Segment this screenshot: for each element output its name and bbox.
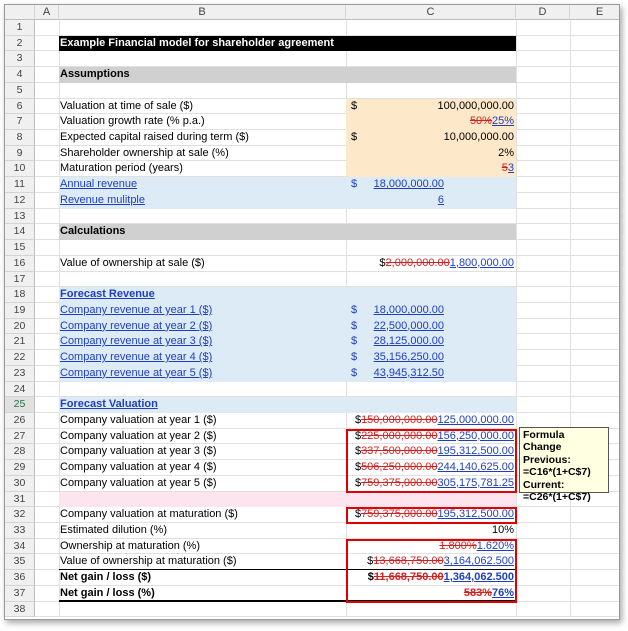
ownership-sale-label[interactable]: Value of ownership at sale ($) (60, 256, 205, 269)
column-header-b[interactable]: B (59, 5, 346, 20)
currency-symbol: $ (351, 99, 358, 112)
formula-change-note (519, 427, 609, 504)
revenue-year-label[interactable]: Company revenue at year 1 ($) (60, 303, 213, 316)
row-header-11[interactable]: 11 (5, 177, 35, 193)
revenue-multiple-label[interactable]: Revenue mulitple (60, 193, 145, 206)
gridline-vertical (570, 20, 571, 617)
currency-symbol: $ (351, 131, 358, 144)
currency-symbol: $ (351, 319, 358, 332)
row-header-21[interactable]: 21 (5, 334, 35, 350)
section-forecast-valuation[interactable]: Forecast Valuation (60, 398, 158, 411)
valuation-year-label[interactable]: Company valuation at year 1 ($) (60, 414, 217, 426)
changed-maturation-highlight (346, 507, 517, 524)
valuation-year-cell[interactable] (346, 413, 516, 429)
valuation-maturation-label[interactable]: Company valuation at maturation ($) (60, 508, 238, 521)
revenue-year-label[interactable]: Company revenue at year 4 ($) (60, 351, 213, 364)
valuation-year-old: 759,375,000.00 (361, 476, 438, 489)
row-header-6[interactable]: 6 (5, 99, 35, 115)
row-header-36[interactable]: 36 (5, 570, 35, 586)
valuation-year-old: 337,500,000.00 (361, 445, 438, 458)
currency-symbol: $ (351, 351, 358, 364)
ownership-sale-new: 1,800,000.00 (449, 256, 514, 269)
net-gain-pct-new: 76% (491, 586, 514, 599)
revenue-year-cell[interactable] (346, 334, 516, 350)
maturation-new: 3 (507, 162, 514, 175)
valuation-year-old: 150,000,000.00 (361, 414, 438, 426)
row-header-7[interactable]: 7 (5, 114, 35, 130)
valuation-year-label[interactable]: Company valuation at year 5 ($) (60, 476, 217, 489)
row-header-37[interactable]: 37 (5, 586, 35, 602)
revenue-year-value: 22,500,000.00 (373, 319, 444, 332)
valuation-year-new: 244,140,625.00 (437, 461, 514, 474)
gridline-horizontal (35, 616, 620, 617)
column-header-c[interactable]: C (346, 5, 516, 20)
dilution-cell[interactable] (346, 523, 516, 539)
revenue-year-value: 28,125,000.00 (373, 335, 444, 348)
row-header-20[interactable]: 20 (5, 319, 35, 335)
row-header-1[interactable]: 1 (5, 20, 35, 36)
section-calculations[interactable]: Calculations (60, 225, 126, 238)
row-header-24[interactable]: 24 (5, 382, 35, 398)
note-line5: =C26*(1+C$7) (523, 491, 591, 504)
note-line4: Current: (523, 478, 565, 491)
maturation-label[interactable]: Maturation period (years) (60, 162, 183, 175)
valuation-year-label[interactable]: Company valuation at year 2 ($) (60, 429, 217, 442)
capital-value-cell[interactable] (346, 130, 516, 146)
dilution-label[interactable]: Estimated dilution (%) (60, 524, 167, 537)
ownership-value-cell[interactable] (346, 146, 516, 162)
revenue-year-value: 35,156,250.00 (373, 351, 444, 364)
revenue-multiple-cell[interactable] (346, 193, 516, 209)
section-assumptions[interactable]: Assumptions (60, 68, 130, 81)
row-header-2[interactable]: 2 (5, 36, 35, 52)
revenue-multiple-value: 6 (437, 193, 444, 206)
gridline-vertical (516, 20, 517, 617)
ownership-sale-old: 2,000,000.00 (385, 256, 450, 269)
row-header-8[interactable]: 8 (5, 130, 35, 146)
ownership-maturation-label[interactable]: Ownership at maturation (%) (60, 539, 200, 552)
valuation-value: 100,000,000.00 (437, 99, 514, 112)
valuation-value-cell[interactable] (346, 99, 516, 115)
net-gain-label[interactable]: Net gain / loss ($) (60, 571, 152, 584)
section-forecast-revenue[interactable]: Forecast Revenue (60, 288, 155, 301)
currency-symbol: $ (354, 414, 362, 426)
valuation-maturation-old: 759,375,000.00 (361, 508, 438, 521)
select-all-corner[interactable] (5, 5, 35, 20)
row-header-38[interactable]: 38 (5, 602, 35, 618)
currency-symbol: $ (379, 256, 386, 269)
currency-symbol: $ (367, 555, 374, 568)
valuation-label[interactable]: Valuation at time of sale ($) (60, 99, 194, 112)
valuation-year-old: 225,000,000.00 (361, 429, 438, 442)
ownership-maturation-old: 1.800% (439, 539, 477, 552)
row-header-34[interactable]: 34 (5, 539, 35, 555)
changed-results-highlight (346, 539, 517, 603)
valuation-year-new: 156,250,000.00 (437, 429, 514, 442)
revenue-year-cell[interactable] (346, 319, 516, 335)
valuation-year-label[interactable]: Company valuation at year 3 ($) (60, 445, 217, 458)
revenue-year-label[interactable]: Company revenue at year 3 ($) (60, 335, 213, 348)
row-header-35[interactable]: 35 (5, 554, 35, 570)
capital-value: 10,000,000.00 (443, 131, 514, 144)
currency-symbol: $ (351, 335, 358, 348)
currency-symbol: $ (351, 178, 358, 191)
row-header-27[interactable]: 27 (5, 429, 35, 445)
growth-rate-new: 25% (491, 115, 514, 128)
revenue-year-cell[interactable] (346, 350, 516, 366)
net-gain-new: 1,364,062.500 (443, 571, 514, 584)
row-header-5[interactable]: 5 (5, 83, 35, 99)
row-header-29[interactable]: 29 (5, 460, 35, 476)
net-gain-old: 11,668,750.00 (373, 571, 444, 584)
note-line3: =C16*(1+C$7) (523, 466, 591, 479)
row-header-3[interactable]: 3 (5, 51, 35, 67)
annual-revenue-label[interactable]: Annual revenue (60, 178, 138, 191)
currency-symbol: $ (351, 303, 358, 316)
column-header-e[interactable]: E (570, 5, 620, 20)
currency-symbol: $ (354, 429, 362, 442)
row-header-17[interactable]: 17 (5, 272, 35, 288)
row-header-22[interactable]: 22 (5, 350, 35, 366)
row-header-13[interactable]: 13 (5, 209, 35, 225)
growth-rate-label[interactable]: Valuation growth rate (% p.a.) (60, 115, 205, 128)
row-header-25[interactable]: 25 (5, 397, 35, 413)
dilution-value: 10% (491, 524, 514, 537)
row-header-18[interactable]: 18 (5, 287, 35, 303)
valuation-year-label[interactable]: Company valuation at year 4 ($) (60, 461, 217, 474)
currency-symbol: $ (351, 366, 358, 379)
model-title[interactable]: Example Financial model for shareholder agreement (60, 36, 334, 49)
row-header-12[interactable]: 12 (5, 193, 35, 209)
valuation-year-new: 125,000,000.00 (437, 414, 514, 426)
changed-valuation-highlight (346, 429, 517, 493)
currency-symbol: $ (367, 571, 374, 584)
row-header-9[interactable]: 9 (5, 146, 35, 162)
net-gain-pct-label[interactable]: Net gain / loss (%) (60, 586, 155, 599)
row-header-15[interactable]: 15 (5, 240, 35, 256)
revenue-year-cell[interactable] (346, 303, 516, 319)
column-header-d[interactable]: D (516, 5, 570, 20)
row-header-16[interactable]: 16 (5, 256, 35, 272)
currency-symbol: $ (354, 508, 362, 521)
revenue-year-label[interactable]: Company revenue at year 2 ($) (60, 319, 213, 332)
currency-symbol: $ (354, 476, 362, 489)
spreadsheet-window (4, 4, 620, 620)
row-header-14[interactable]: 14 (5, 224, 35, 240)
row-header-28[interactable]: 28 (5, 444, 35, 460)
growth-rate-cell[interactable] (346, 114, 516, 130)
ownership-maturation-new: 1.620% (476, 539, 514, 552)
note-line2: Previous: (523, 453, 571, 466)
revenue-year-cell[interactable] (346, 366, 516, 382)
valuation-year-new: 195,312,500.00 (437, 445, 514, 458)
row-header-4[interactable]: 4 (5, 67, 35, 83)
valuation-maturation-new: 195,312,500.00 (437, 508, 514, 521)
revenue-year-value: 18,000,000.00 (373, 303, 444, 316)
row-header-31[interactable]: 31 (5, 492, 35, 508)
revenue-year-value: 43,945,312.50 (373, 366, 444, 379)
capital-label[interactable]: Expected capital raised during term ($) (60, 131, 249, 144)
value-ownership-label[interactable]: Value of ownership at maturation ($) (60, 555, 237, 568)
value-ownership-new: 3,164,062.500 (443, 555, 514, 568)
net-gain-pct-old: 583% (463, 586, 492, 599)
revenue-year-label[interactable]: Company revenue at year 5 ($) (60, 366, 213, 379)
maturation-cell[interactable] (346, 161, 516, 177)
currency-symbol: $ (354, 461, 362, 474)
ownership-sale-cell[interactable] (346, 256, 516, 272)
maturation-old: 5 (501, 162, 508, 175)
row-header-10[interactable]: 10 (5, 161, 35, 177)
valuation-year-old: 506,250,000.00 (361, 461, 438, 474)
ownership-label[interactable]: Shareholder ownership at sale (%) (60, 146, 229, 159)
row-header-19[interactable]: 19 (5, 303, 35, 319)
row-31-fill (59, 492, 516, 508)
value-ownership-old: 13,668,750.00 (373, 555, 444, 568)
growth-rate-old: 50% (469, 115, 492, 128)
valuation-year-new: 305,175,781.25 (437, 476, 514, 489)
annual-revenue-value: 18,000,000.00 (373, 178, 444, 191)
row-header-32[interactable]: 32 (5, 507, 35, 523)
row-header-26[interactable]: 26 (5, 413, 35, 429)
annual-revenue-cell[interactable] (346, 177, 516, 193)
row-header-30[interactable]: 30 (5, 476, 35, 492)
column-header-a[interactable]: A (35, 5, 59, 20)
row-header-23[interactable]: 23 (5, 366, 35, 382)
row-header-33[interactable]: 33 (5, 523, 35, 539)
ownership-value: 2% (498, 146, 514, 159)
currency-symbol: $ (354, 445, 362, 458)
note-line1: Formula Change (523, 428, 565, 454)
